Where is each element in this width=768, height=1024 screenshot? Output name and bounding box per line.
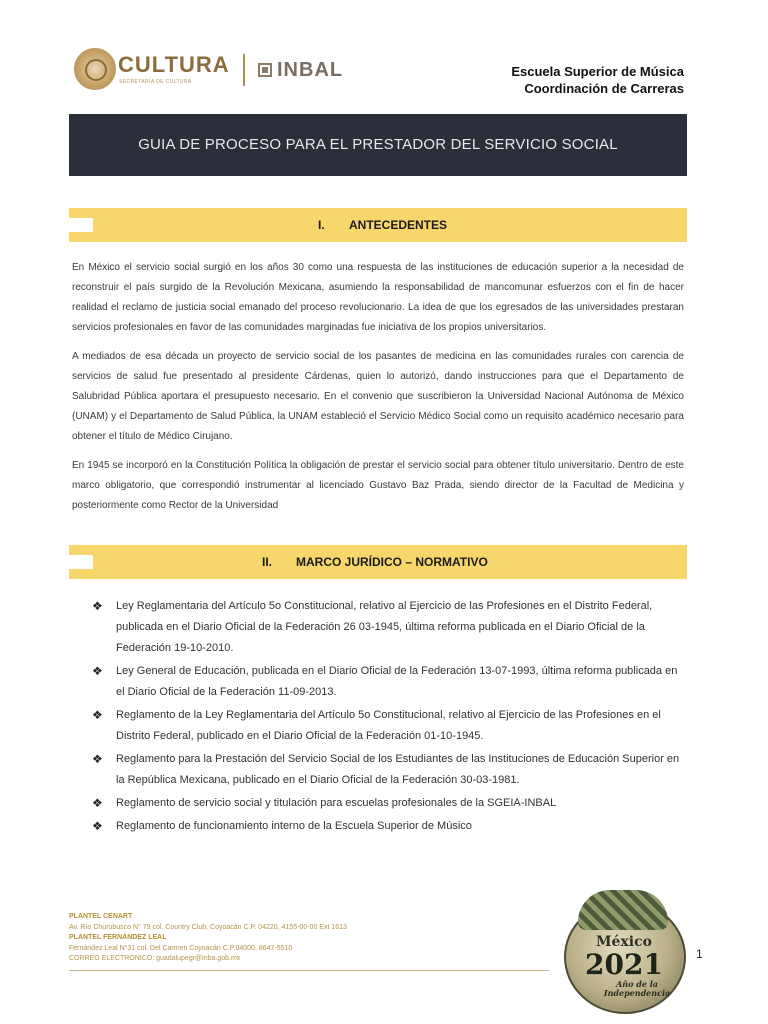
plantel-cenart-title: PLANTEL CENART — [69, 913, 133, 920]
mexico-2021-emblem — [558, 890, 690, 1012]
school-name: Escuela Superior de Música — [511, 64, 684, 79]
list-item-text: Ley General de Educación, publicada en el Diario Oficial de la Federación 13-07-1993, última reforma publicada en el Diario Oficial de la Federación 11-09-2013. — [116, 665, 678, 698]
list-item-text: Reglamento de servicio social y titulación para escuelas profesionales de la SGEIA-INBAL — [116, 797, 557, 809]
diamond-bullet-icon: ❖ — [92, 708, 103, 722]
list-item — [92, 793, 688, 814]
section-tab-marker — [69, 555, 93, 569]
plantel-fernandez-leal-address: Fernández Leal N°31 col. Del Carmen Coyoacán C.P.04000, 8647-5510 — [69, 944, 293, 952]
diamond-bullet-icon: ❖ — [92, 796, 103, 810]
footer-contact — [69, 912, 347, 965]
list-item-text: Reglamento de funcionamiento interno de la Escuela Superior de Músico — [116, 820, 472, 832]
list-item-text: Reglamento de la Ley Reglamentaria del Artículo 5o Constitucional, relativo al Ejercicio de las Profesiones en el Distrito Federal, publicado en el Diario Oficial de la Federación 01-10-1945. — [116, 709, 661, 742]
section-number: II. — [262, 555, 273, 569]
inbal-wordmark: INBAL — [277, 59, 344, 81]
serpent-crest-icon — [578, 890, 668, 930]
section-heading-antecedentes — [69, 208, 687, 242]
logo-divider — [243, 54, 245, 86]
plantel-cenart-address: Av. Río Churubusco N° 79 col. Country Club, Coyoacán C.P. 04220, 4155-00-00 Ext 1613 — [69, 923, 347, 931]
diamond-bullet-icon: ❖ — [92, 752, 103, 766]
list-item-text: Reglamento para la Prestación del Servicio Social de los Estudiantes de las Instituciones de Educación Superior en la República Mexicana, publicado en el Diario Oficial de la Federación 30-03-1981. — [116, 753, 680, 786]
emblem-subtitle: Año de la Independencia — [603, 979, 671, 998]
cultura-subtitle: SECRETARÍA DE CULTURA — [119, 79, 192, 85]
paragraph: En México el servicio social surgió en los años 30 como una respuesta de las instituciones de educación superior a la necesidad de reconstruir el país surgido de la Revolución Mexicana, asumiendo la responsabilidad de mancomunar esfuerzos con el fin de hacer realidad el reclamo de justicia social emanado del proceso revolucionario. La idea de que los egresados de las universidades prestaran servicios profesionales en favor de las comunidades marginadas fue iniciativa de los propios universitarios. — [72, 262, 684, 333]
list-item — [92, 705, 688, 747]
inbal-icon — [258, 63, 272, 77]
section-label: MARCO JURÍDICO – NORMATIVO — [296, 555, 488, 569]
cultura-wordmark: CULTURA — [118, 52, 230, 77]
department-name: Coordinación de Carreras — [524, 81, 684, 96]
footer-rule — [69, 970, 549, 971]
legal-framework-list — [92, 596, 688, 839]
plantel-fernandez-leal-title: PLANTEL FERNÁNDEZ LEAL — [69, 934, 167, 941]
list-item — [92, 596, 688, 659]
list-item — [92, 816, 688, 837]
list-item — [92, 749, 688, 791]
section-label: ANTECEDENTES — [349, 218, 448, 232]
section-number: I. — [318, 218, 325, 232]
emblem-year: 2021 — [585, 948, 663, 981]
list-item-text: Ley Reglamentaria del Artículo 5o Constitucional, relativo al Ejercicio de las Profesiones en el Distrito Federal, publicada en el Diario Oficial de la Federación 26 03-1945, última reforma publicada en el Diario Oficial de la Federación 19-10-2010. — [116, 600, 653, 654]
diamond-bullet-icon: ❖ — [92, 664, 103, 678]
contact-email: CORREO ELECTRÓNICO: guadalupegr@inba.gob.mx — [69, 955, 241, 962]
cultura-logo — [74, 48, 234, 92]
paragraph: A mediados de esa década un proyecto de servicio social de los pasantes de medicina en las comunidades rurales con carencia de servicios de salud fue presentado al presidente Cárdenas, quien lo autorizó, dando instrucciones para que el Departamento de Salubridad Pública aportara el presupuesto necesario. En el convenio que suscribieron la Universidad Nacional Autónoma de México (UNAM) y el Departamento de Salud Pública, la UNAM estableció el Servicio Médico Social como un requisito académico necesario para obtener el título de Médico Cirujano. — [72, 351, 684, 442]
section-heading-marco-juridico — [69, 545, 687, 579]
section-tab-marker — [69, 218, 93, 232]
list-item — [92, 661, 688, 703]
national-seal-icon — [74, 48, 116, 90]
paragraph: En 1945 se incorporó en la Constitución Política la obligación de prestar el servicio social para obtener título universitario. Dentro de este marco obligatorio, que correspondió instrumentar al licenciado Gustavo Baz Prada, siendo director de la Facultad de Medicina y posteriormente como Rector de la Universidad — [72, 460, 684, 511]
school-heading — [511, 63, 684, 97]
diamond-bullet-icon: ❖ — [92, 819, 103, 833]
diamond-bullet-icon: ❖ — [92, 599, 103, 613]
page-number: 1 — [696, 947, 703, 961]
emblem-country: México — [596, 934, 652, 950]
document-title: GUIA DE PROCESO PARA EL PRESTADOR DEL SERVICIO SOCIAL — [138, 136, 618, 153]
